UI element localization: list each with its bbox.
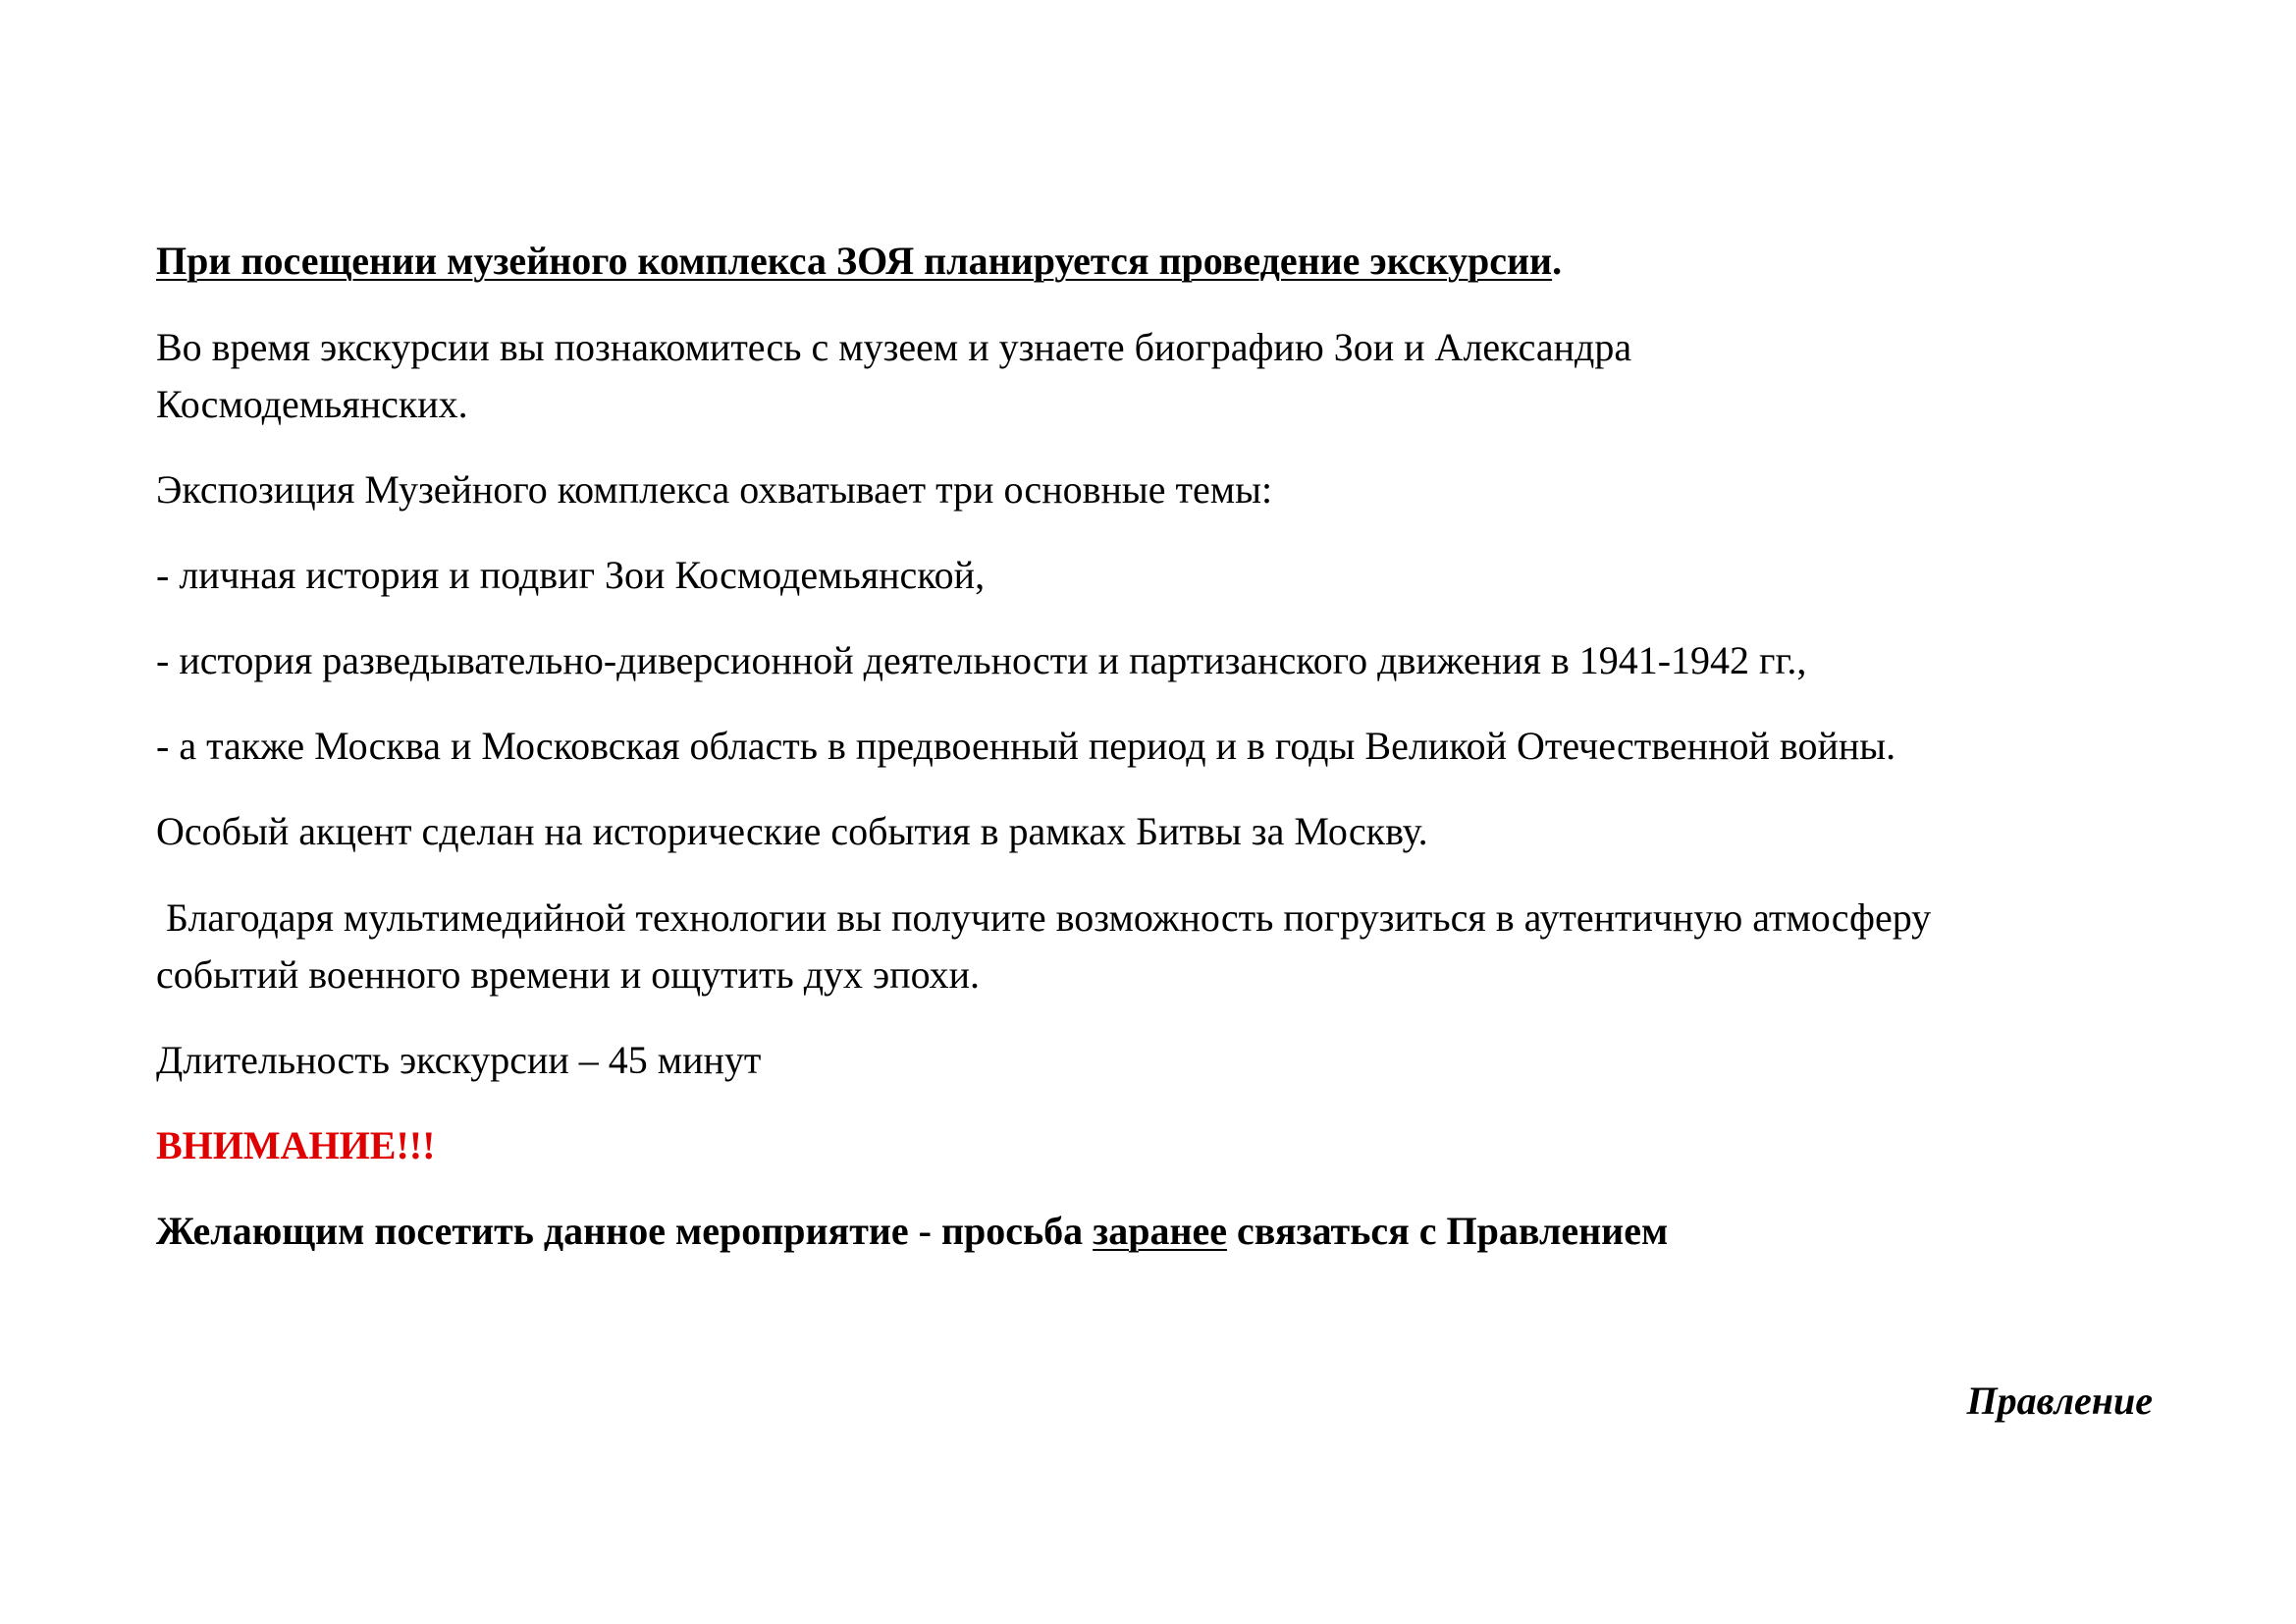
multimedia-line-1: Благодаря мультимедийной технологии вы получите возможность погрузиться в аутентичную атмосферу (156, 895, 1932, 940)
multimedia-line-2: событий военного времени и ощутить дух эпохи. (156, 952, 981, 997)
warning-text-underlined: заранее (1093, 1209, 1228, 1253)
warning-text-after: связаться с Правлением (1227, 1209, 1669, 1253)
warning-text-before: Желающим посетить данное мероприятие - просьба (156, 1209, 1094, 1253)
intro-line-2: Космодемьянских. (156, 382, 468, 426)
heading (156, 233, 1562, 290)
themes-intro: Экспозиция Музейного комплекса охватывает три основные темы: (156, 467, 1273, 512)
theme-item-2: - история разведывательно-диверсионной деятельности и партизанского движения в 1941-1942 гг., (156, 638, 1807, 682)
duration-paragraph: Длительность экскурсии – 45 минут (156, 1038, 762, 1082)
warning-text (156, 1203, 1668, 1260)
heading-period: . (1552, 239, 1563, 283)
accent-paragraph: Особый акцент сделан на исторические события в рамках Битвы за Москву. (156, 809, 1428, 853)
warning-title: ВНИМАНИЕ!!! (156, 1123, 436, 1167)
theme-item-3: - а также Москва и Московская область в предвоенный период и в годы Великой Отечественной войны. (156, 724, 1896, 768)
signature: Правление (1966, 1379, 2153, 1423)
heading-underlined-text: При посещении музейного комплекса ЗОЯ планируется проведение экскурсии (156, 239, 1553, 283)
theme-item-1: - личная история и подвиг Зои Космодемьянской, (156, 553, 986, 597)
intro-line-1: Во время экскурсии вы познакомитесь с музеем и узнаете биографию Зои и Александра (156, 325, 1632, 369)
